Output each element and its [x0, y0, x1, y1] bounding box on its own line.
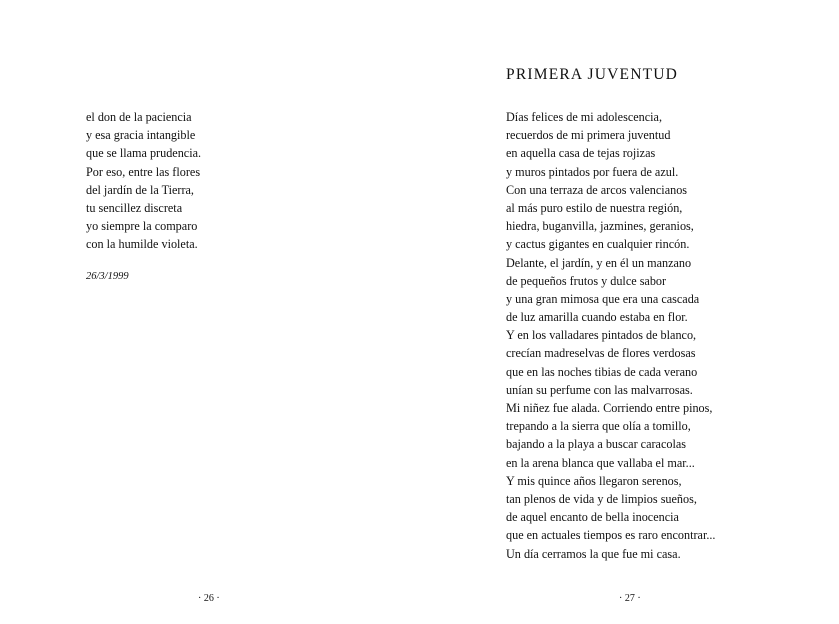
page-number-right: · 27 · [619, 593, 641, 604]
poem-line: Y en los valladares pintados de blanco, [506, 328, 697, 343]
poem-line: y esa gracia intangible [86, 128, 196, 143]
poem-line: de luz amarilla cuando estaba en flor. [506, 310, 688, 325]
poem-line: de pequeños frutos y dulce sabor [506, 273, 667, 288]
poem-line: y una gran mimosa que era una cascada [506, 291, 700, 306]
right-page [420, 0, 839, 624]
poem-line: Días felices de mi adolescencia, [506, 110, 662, 124]
poem-line: el don de la paciencia [86, 110, 192, 124]
poem-line: unían su perfume con las malvarrosas. [506, 382, 693, 397]
poem-line: Con una terraza de arcos valencianos [506, 182, 688, 197]
poem-line: trepando a la sierra que olía a tomillo, [506, 419, 691, 434]
poem-line: Un día cerramos la que fue mi casa. [506, 546, 681, 561]
poem-line: hiedra, buganvilla, jazmines, geranios, [506, 219, 694, 234]
poem-line: al más puro estilo de nuestra región, [506, 200, 683, 215]
poem-line: y muros pintados por fuera de azul. [506, 164, 679, 179]
poem-line: bajando a la playa a buscar caracolas [506, 437, 687, 452]
poem-line: Delante, el jardín, y en él un manzano [506, 255, 692, 270]
poem-line: recuerdos de mi primera juventud [506, 128, 671, 143]
poem-line: en la arena blanca que vallaba el mar... [506, 455, 695, 470]
poem-line: con la humilde violeta. [86, 237, 198, 252]
poem-line: crecían madreselvas de flores verdosas [506, 346, 696, 361]
poem-line: Por eso, entre las flores [86, 164, 201, 179]
poem-line: Mi niñez fue alada. Corriendo entre pinos, [506, 401, 713, 415]
poem-line: tu sencillez discreta [86, 200, 183, 215]
poem-line: tan plenos de vida y de limpios sueños, [506, 491, 697, 506]
poem-line: en aquella casa de tejas rojizas [506, 146, 656, 161]
poem-line: y cactus gigantes en cualquier rincón. [506, 237, 690, 252]
poem-line: de aquel encanto de bella inocencia [506, 510, 679, 525]
poem-title: PRIMERA JUVENTUD [506, 66, 679, 83]
right-poem-stanza [506, 108, 715, 563]
poem-line: del jardín de la Tierra, [86, 182, 194, 197]
poem-line: que se llama prudencia. [86, 146, 202, 161]
poem-line: yo siempre la comparo [86, 219, 198, 234]
left-poem-stanza [86, 108, 201, 254]
poem-date: 26/3/1999 [86, 271, 129, 282]
page-number-left: · 26 · [198, 593, 220, 604]
poem-line: Y mis quince años llegaron serenos, [506, 473, 682, 488]
poem-line: que en actuales tiempos es raro encontrar... [506, 528, 716, 543]
poem-line: que en las noches tibias de cada verano [506, 364, 698, 379]
